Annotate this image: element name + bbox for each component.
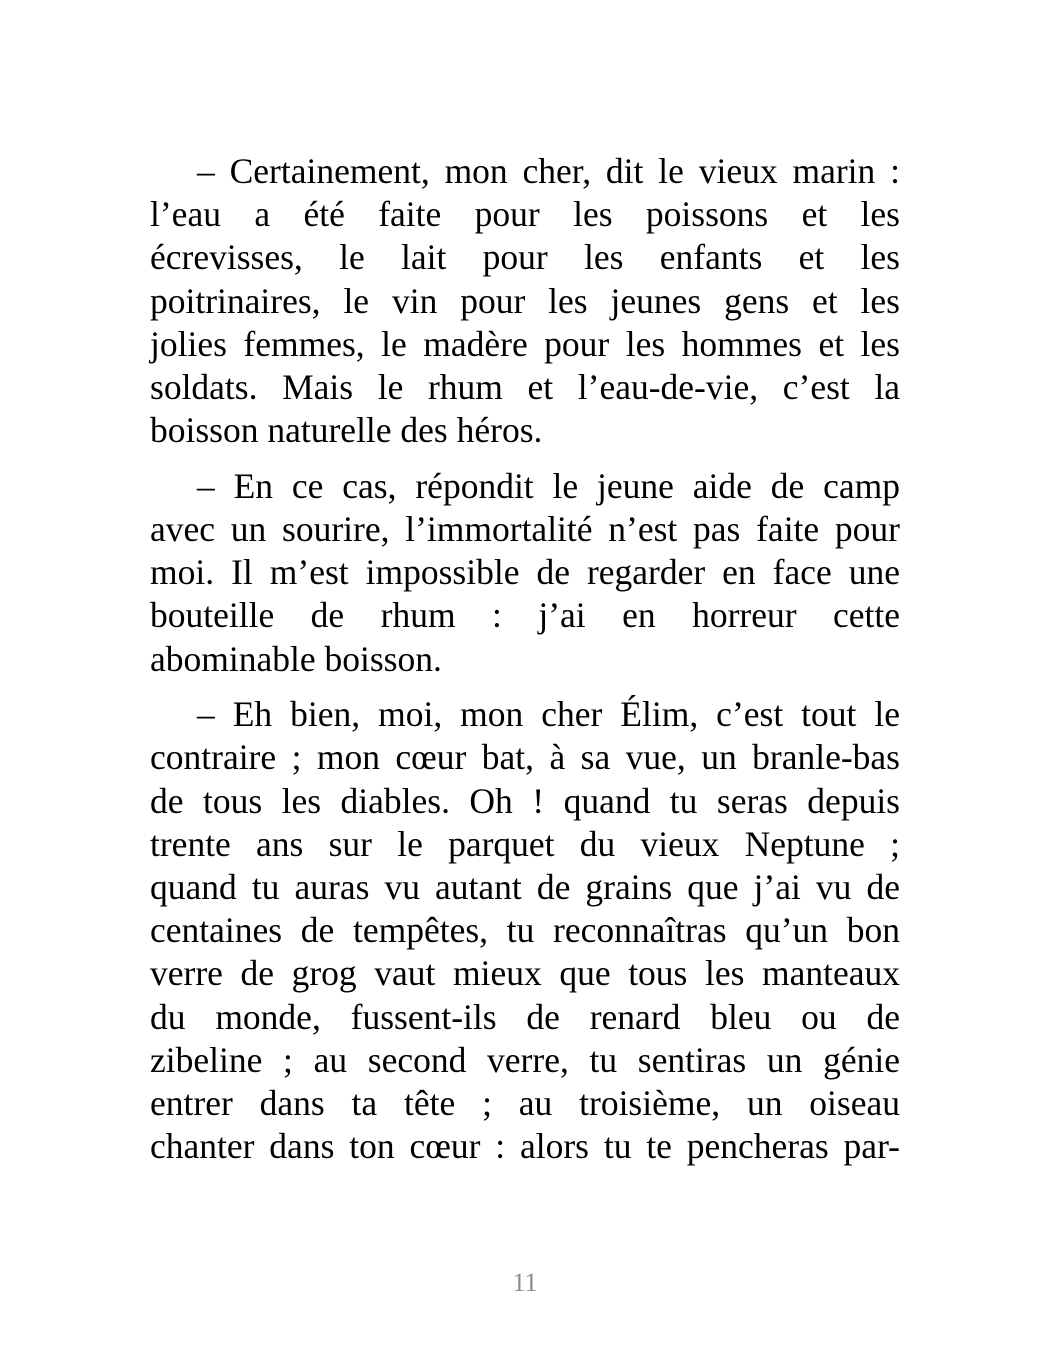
paragraph-2 [150,465,900,681]
text-line: – Eh bien, moi, mon cher Élim, c’est tout le [197,694,900,735]
paragraph-1 [150,150,900,452]
text-line: entrer dans ta tête ; au troisième, un oiseau [150,1082,900,1123]
paragraph-3 [150,693,900,1168]
text-line: moi. Il m’est impossible de regarder en face une [150,552,900,593]
text-line: quand tu auras vu autant de grains que j’ai vu de [150,867,900,907]
text-line: zibeline ; au second verre, tu sentiras un génie [150,1039,900,1080]
text-line: avec un sourire, l’immortalité n’est pas faite pour [150,509,900,549]
text-line: l’eau a été faite pour les poissons et les [150,194,900,235]
text-line: contraire ; mon cœur bat, à sa vue, un branle-bas [150,737,900,778]
text-line: bouteille de rhum : j’ai en horreur cette [150,595,900,636]
text-line: centaines de tempêtes, tu reconnaîtras qu’un bon [150,910,900,951]
text-line: de tous les diables. Oh ! quand tu seras depuis [150,780,900,821]
text-line: jolies femmes, le madère pour les hommes et les [150,323,900,364]
page-number: 11 [512,1268,538,1297]
text-line: poitrinaires, le vin pour les jeunes gens et les [150,280,900,321]
page-body [150,150,900,1181]
text-line: chanter dans ton cœur : alors tu te pencheras par- [150,1126,900,1167]
text-line: écrevisses, le lait pour les enfants et les [150,237,900,278]
text-line: abominable boisson. [150,638,442,679]
text-line: – En ce cas, répondit le jeune aide de camp [197,465,900,506]
text-line: – Certainement, mon cher, dit le vieux marin : [197,151,900,191]
text-line: soldats. Mais le rhum et l’eau-de-vie, c’est la [150,366,900,407]
text-line: verre de grog vaut mieux que tous les manteaux [150,953,900,994]
text-line: du monde, fussent-ils de renard bleu ou de [150,996,900,1037]
text-line: trente ans sur le parquet du vieux Neptune ; [150,823,900,864]
text-line: boisson naturelle des héros. [150,410,543,451]
